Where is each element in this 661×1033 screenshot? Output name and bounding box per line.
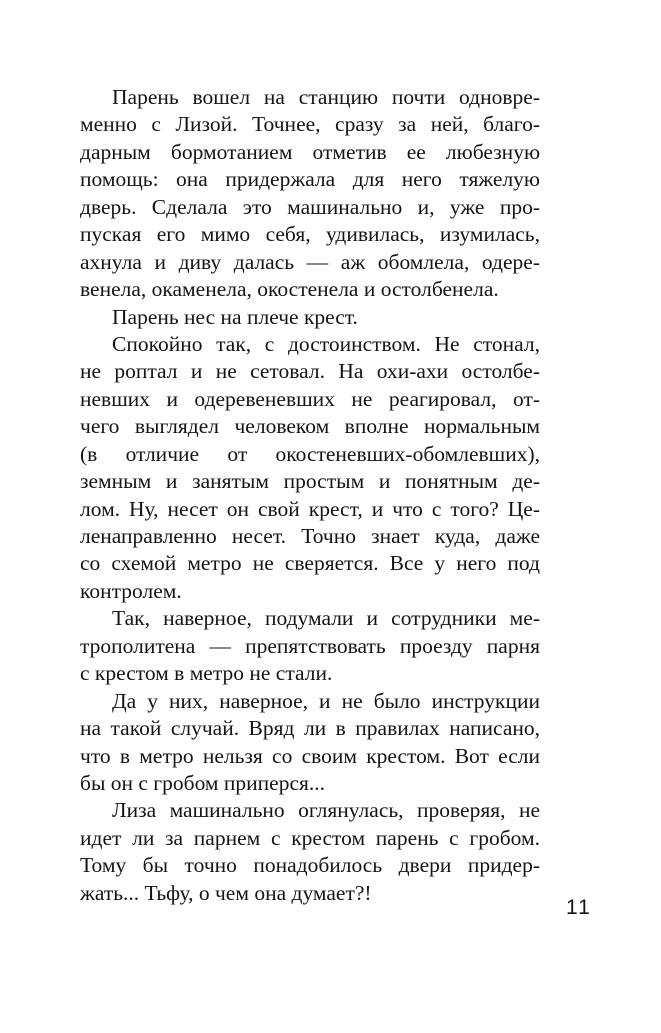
body-text (80, 84, 540, 907)
text-line: венела, окаменела, окостенела и остолбенела. (80, 277, 499, 302)
text-line: Парень нес на плече крест. (112, 304, 358, 329)
text-line: менно с Лизой. Точнее, сразу за ней, благо- (80, 112, 540, 137)
text-line: трополитена — препятствовать проезду парня (80, 633, 540, 658)
text-line: идет ли за парнем с крестом парень с гробом. (80, 825, 540, 850)
text-line: лом. Ну, несет он свой крест, и что с того? Це- (80, 496, 540, 521)
text-line: ленаправленно несет. Точно знает куда, даже (80, 524, 540, 548)
text-line: (в отличие от окостеневших-обомлевших), (80, 441, 540, 466)
text-line: чего выглядел человеком вполне нормальным (80, 414, 540, 439)
text-line: Спокойно так, с достоинством. Не стонал, (112, 331, 540, 356)
text-line: со схемой метро не сверяется. Все у него под (80, 551, 540, 576)
text-line: дарным бормотанием отметив ее любезную (80, 139, 540, 164)
text-line: Лиза машинально оглянулась, проверяя, не (112, 798, 540, 823)
text-line: земным и занятым простым и понятным де- (80, 469, 540, 494)
text-line: жать... Тьфу, о чем она думает?! (80, 880, 372, 905)
text-line: не роптал и не сетовал. На охи-ахи остолбе- (80, 359, 540, 384)
page-number: 11 (566, 896, 592, 919)
text-line: на такой случай. Вряд ли в правилах написано, (80, 716, 540, 741)
paragraph (80, 797, 540, 907)
text-line: дверь. Сделала это машинально и, уже про- (80, 194, 540, 219)
text-line: Да у них, наверное, и не было инструкции (112, 688, 540, 713)
paragraph (80, 331, 540, 605)
text-line: Парень вошел на станцию почти одновре- (112, 85, 540, 109)
text-line: что в метро нельзя со своим крестом. Вот если (80, 743, 540, 768)
text-line: Так, наверное, подумали и сотрудники ме- (112, 606, 540, 631)
paragraph (80, 84, 540, 304)
paragraph (80, 688, 540, 798)
text-line: Тому бы точно понадобилось двери придер- (80, 853, 540, 878)
text-line: с крестом в метро не стали. (80, 661, 333, 686)
paragraph (80, 304, 540, 331)
text-line: контролем. (80, 578, 182, 603)
paragraph (80, 605, 540, 687)
text-line: невших и одеревеневших не реагировал, от- (80, 386, 540, 411)
text-line: бы он с гробом приперся... (80, 770, 326, 795)
text-line: ахнула и диву далась — аж обомлела, одере- (80, 249, 540, 274)
text-line: пуская его мимо себя, удивилась, изумилась, (80, 222, 540, 247)
text-line: помощь: она придержала для него тяжелую (80, 167, 540, 192)
